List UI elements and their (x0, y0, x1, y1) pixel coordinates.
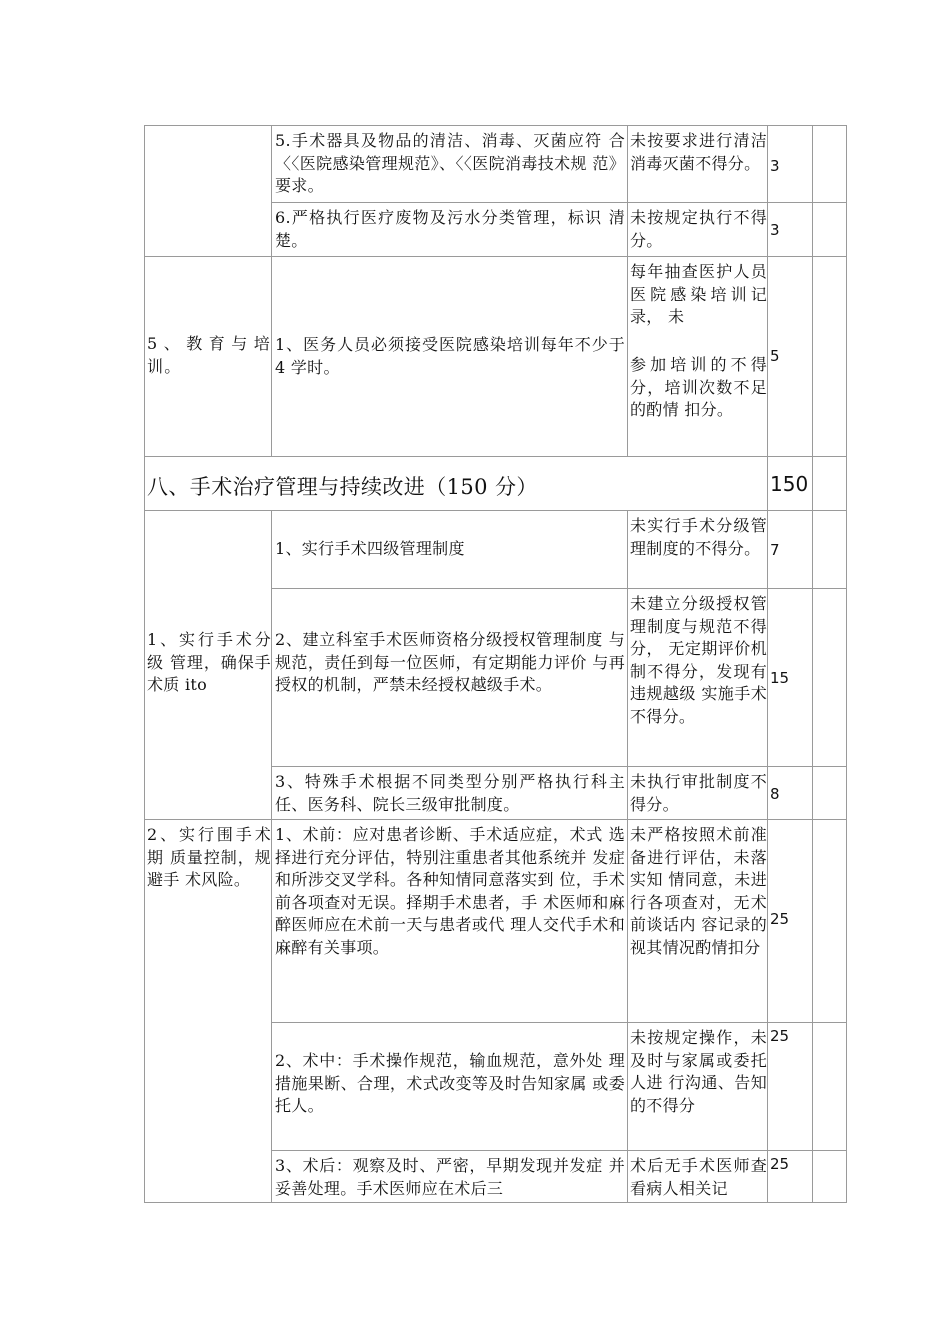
table-cell-category (144, 510, 272, 820)
item-score: 25 (770, 1027, 790, 1045)
table-cell-score (767, 256, 813, 457)
item-criteria: 每年抽查医护人员医院感染培训记录， 未 (630, 262, 767, 326)
item-score: 25 (770, 910, 790, 928)
item-content: 1、术前：应对患者诊断、手术适应症，术式 选择进行充分评估，特别注重患者其他系统并 发症和所涉交叉学科。各种知情同意落实到 位，手术前各项查对无误。择期手术患者，手 术医师和麻醉医师应在术前一天与患者或代 理人交代手术和麻醉有关事项。 (275, 825, 625, 957)
table-cell-blank (812, 456, 847, 511)
table-cell-blank (812, 588, 847, 767)
section-total: 150 (770, 472, 809, 496)
item-criteria-continued: 参加培训的不得分，培训次数不足的酌情 扣分。 (630, 355, 767, 419)
item-score: 15 (770, 669, 790, 687)
table-cell-criteria (627, 588, 768, 767)
table-cell-content (271, 256, 628, 457)
table-cell-score (767, 588, 813, 767)
item-score: 25 (770, 1155, 790, 1173)
table-cell-criteria (627, 510, 768, 589)
item-score: 3 (770, 221, 780, 239)
table-cell-score (767, 510, 813, 589)
item-content: 2、建立科室手术医师资格分级授权管理制度 与规范，责任到每一位医师，有定期能力评价 与再授权的机制，严禁未经授权越级手术。 (275, 630, 625, 694)
item-criteria: 未按要求进行清洁消毒灭菌不得分。 (630, 131, 767, 173)
table-cell-category (144, 256, 272, 457)
table-cell-criteria (627, 766, 768, 820)
category-label: 2、实行围手术期 质量控制，规避手 术风险。 (147, 825, 271, 889)
table-cell-criteria (627, 1150, 768, 1203)
item-content: 3、术后：观察及时、严密，早期发现并发症 并妥善处理。手术医师应在术后三 (275, 1156, 625, 1198)
item-content: 3、特殊手术根据不同类型分别严格执行科主 任、医务科、院长三级审批制度。 (275, 772, 625, 814)
table-cell-score (767, 766, 813, 820)
table-cell-blank (812, 202, 847, 257)
table-cell-score (767, 1022, 813, 1151)
table-cell-content (271, 1150, 628, 1203)
item-content: 1、实行手术四级管理制度 (275, 539, 465, 558)
section-total-cell (767, 456, 813, 511)
item-content: 2、术中：手术操作规范，输血规范，意外处 理措施果断、合理，术式改变等及时告知家属 或委托人。 (275, 1051, 625, 1115)
table-cell-content (271, 819, 628, 1023)
table-cell-category-blank (144, 125, 272, 257)
table-cell-content (271, 202, 628, 257)
table-cell-blank (812, 125, 847, 203)
table-cell-blank (812, 819, 847, 1023)
table-cell-content (271, 588, 628, 767)
table-cell-score (767, 125, 813, 203)
table-cell-score (767, 819, 813, 1023)
table-cell-blank (812, 766, 847, 820)
table-cell-criteria (627, 202, 768, 257)
table-cell-criteria (627, 819, 768, 1023)
category-label: 5、教育与培训。 (147, 334, 271, 376)
table-cell-criteria (627, 256, 768, 457)
category-label: 1、实行手术分级 管理，确保手术质 ito (147, 630, 271, 694)
item-criteria: 未实行手术分级管理制度的不得分。 (630, 516, 767, 558)
table-cell-blank (812, 1150, 847, 1203)
item-criteria: 未执行审批制度不得分。 (630, 772, 767, 814)
item-criteria: 未建立分级授权管理制度与规范不得分， 无定期评价机制不得分，发现有违规越级 实施手术不得分。 (630, 594, 767, 726)
item-score: 7 (770, 541, 780, 559)
assessment-table (144, 125, 847, 1203)
table-cell-score (767, 202, 813, 257)
section-heading: 八、手术治疗管理与持续改进（150 分） (147, 475, 538, 499)
item-score: 3 (770, 157, 780, 175)
item-score: 5 (770, 347, 780, 365)
section-heading-cell (144, 456, 768, 511)
table-cell-blank (812, 256, 847, 457)
item-content: 1、医务人员必须接受医院感染培训每年不少于 4 学时。 (275, 335, 625, 377)
item-content: 5.手术器具及物品的清洁、消毒、灭菌应符 合〈〈医院感染管理规范》、〈〈医院消毒技术规 范》要求。 (275, 131, 625, 195)
table-cell-content (271, 1022, 628, 1151)
table-cell-score (767, 1150, 813, 1203)
item-criteria: 未严格按照术前准备进行评估，未落实知 情同意，未进行各项查对，无术前谈话内 容记录的视其情况酌情扣分 (630, 825, 767, 957)
item-score: 8 (770, 785, 780, 803)
table-cell-criteria (627, 1022, 768, 1151)
table-cell-content (271, 125, 628, 203)
table-cell-content (271, 766, 628, 820)
table-cell-content (271, 510, 628, 589)
item-criteria: 未按规定执行不得分。 (630, 208, 767, 250)
table-cell-category (144, 819, 272, 1203)
item-criteria: 未按规定操作，未及时与家属或委托人进 行沟通、告知的不得分 (630, 1028, 767, 1115)
table-cell-blank (812, 510, 847, 589)
table-cell-criteria (627, 125, 768, 203)
item-criteria: 术后无手术医师查看病人相关记 (630, 1156, 767, 1198)
item-content: 6.严格执行医疗废物及污水分类管理，标识 清楚。 (275, 208, 625, 250)
table-cell-blank (812, 1022, 847, 1151)
